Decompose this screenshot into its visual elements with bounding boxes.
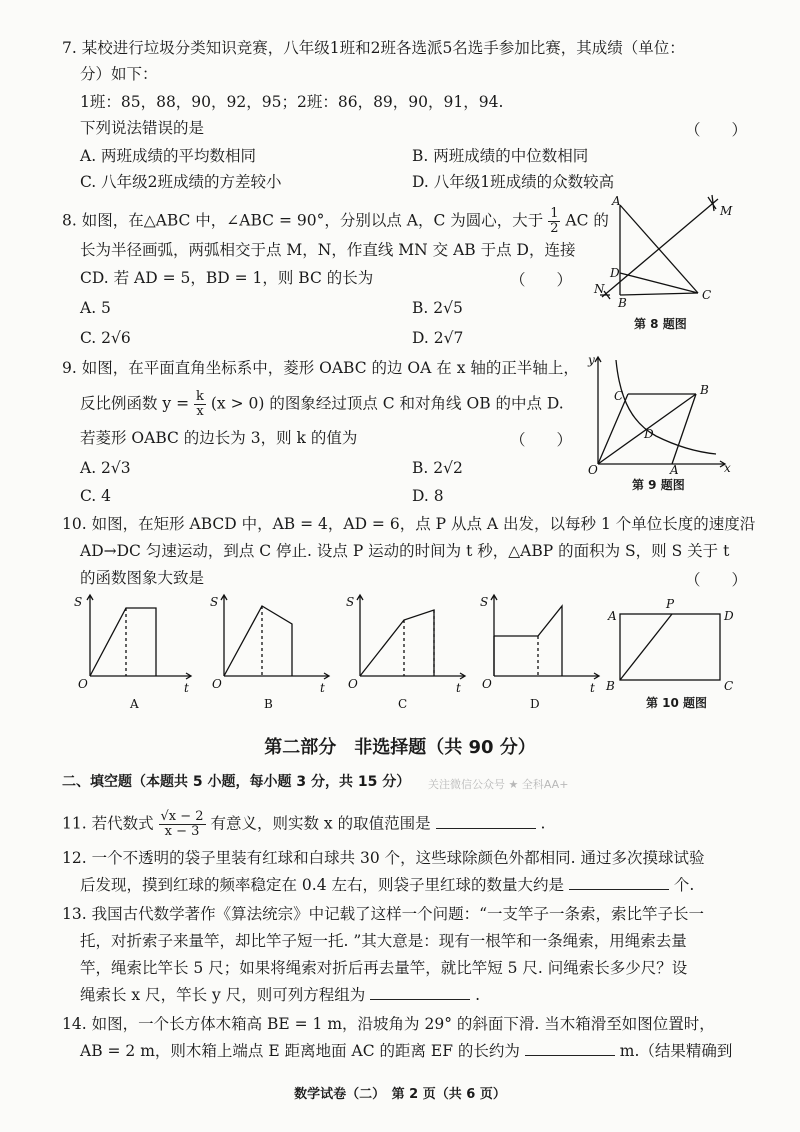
- q9-answer-paren: （ ）: [510, 431, 573, 449]
- figure-10-caption: 第 10 题图: [646, 696, 708, 710]
- graph-c-axis-t: t: [456, 681, 461, 695]
- q9-fraction: [194, 390, 206, 419]
- fig8-label-a: A: [612, 194, 621, 208]
- q10-graph-a-svg: [72, 592, 197, 717]
- q8-line1a: 8. 如图，在△ABC 中，∠ABC = 90°，分别以点 A，C 为圆心，大于: [62, 211, 544, 230]
- figure-8: [590, 195, 750, 335]
- fig10-label-b: B: [606, 679, 615, 693]
- q14-end: m.（结果精确到: [619, 1042, 733, 1060]
- graph-b-axis-s: S: [210, 595, 219, 609]
- q10-graph-c: [344, 592, 469, 717]
- q11-pre: 11. 若代数式: [62, 814, 154, 833]
- figure-8-svg: [590, 195, 750, 335]
- q13-line2: 托，对折索子来量竿，却比竿子短一托. ”其大意是：现有一根竿和一条绳索，用绳索去量: [80, 932, 687, 950]
- q8-frac-den: 2: [550, 221, 559, 236]
- graph-a-axis-t: t: [184, 681, 189, 695]
- fill-in-header: 二、填空题（本题共 5 小题，每小题 3 分，共 15 分）: [62, 774, 411, 790]
- q9-frac-den: x: [196, 404, 204, 419]
- q13-line1: 13. 我国古代数学著作《算法统宗》中记载了这样一个问题：“一支竿子一条索，索比竿子长一: [62, 905, 705, 923]
- q13-line3: 竿，绳索比竿长 5 尺；如果将绳索对折后再去量竿，就比竿短 5 尺. 问绳索长多少尺？设: [80, 959, 688, 977]
- q12-line1: 12. 一个不透明的袋子里装有红球和白球共 30 个，这些球除颜色外都相同. 通过多次摸球试验: [62, 849, 705, 867]
- q12-line2: [80, 875, 694, 895]
- q13-end: .: [475, 986, 481, 1004]
- q7-line3: 1班：85，88，90，92，95；2班：86，89，90，91，94.: [80, 93, 504, 111]
- q10-graph-b: [210, 592, 335, 717]
- q7-answer-paren: （ ）: [685, 121, 748, 139]
- q8-option-c: C. 2√6: [80, 329, 131, 347]
- q8-line1b: AC 的: [565, 211, 609, 230]
- q8-line2: 长为半径画弧，两弧相交于点 M，N，作直线 MN 交 AB 于点 D，连接: [80, 241, 576, 259]
- fig10-label-p: P: [666, 597, 675, 611]
- graph-d-origin: O: [482, 677, 492, 691]
- q10-line2: AD→DC 匀速运动，到点 C 停止. 设点 P 运动的时间为 t 秒，△ABP 的面积为 S，则 S 关于 t: [80, 542, 730, 560]
- fig9-label-o: O: [588, 463, 598, 477]
- q8-fraction: [548, 207, 560, 236]
- q7-option-a: A. 两班成绩的平均数相同: [80, 147, 257, 165]
- q9-line1: 9. 如图，在平面直角坐标系中，菱形 OABC 的边 OA 在 x 轴的正半轴上，: [62, 359, 579, 377]
- q11-line: [62, 810, 545, 839]
- graph-b-origin: O: [212, 677, 222, 691]
- q11-fraction: [159, 810, 206, 839]
- q14-line2: [80, 1041, 732, 1061]
- q13-line4-text: 绳索长 x 尺，竿长 y 尺，则可列方程组为: [80, 986, 366, 1004]
- graph-a-axis-s: S: [74, 595, 83, 609]
- q8-option-a: A. 5: [80, 299, 111, 317]
- q7-line4: 下列说法错误的是: [80, 119, 205, 137]
- watermark-text: 关注微信公众号 ★ 全科AA+: [428, 778, 569, 791]
- fig10-label-c: C: [724, 679, 734, 693]
- q11-end: .: [540, 814, 546, 833]
- q10-line3: 的函数图象大致是: [80, 569, 205, 587]
- q7-option-b: B. 两班成绩的中位数相同: [412, 147, 589, 165]
- q11-frac-den: x − 3: [164, 824, 200, 839]
- graph-d-axis-t: t: [590, 681, 595, 695]
- q12-answer-blank[interactable]: [569, 875, 669, 890]
- q13-answer-blank[interactable]: [370, 985, 470, 1000]
- fig9-label-b: B: [700, 383, 709, 397]
- graph-d-choice: D: [530, 697, 540, 711]
- q9-line2b: (x > 0) 的图象经过顶点 C 和对角线 OB 的中点 D.: [210, 394, 564, 413]
- q10-graph-d-svg: [478, 592, 603, 717]
- fig9-label-a: A: [670, 463, 679, 477]
- figure-9: [584, 352, 734, 492]
- q8-line1: [62, 207, 609, 236]
- fig10-label-a: A: [608, 609, 617, 623]
- q9-line2a: 反比例函数 y =: [80, 394, 190, 413]
- q12-line2-text: 后发现，摸到红球的频率稳定在 0.4 左右，则袋子里红球的数量大约是: [80, 876, 565, 894]
- q7-line2: 分）如下：: [80, 65, 158, 83]
- q12-end: 个.: [673, 876, 695, 894]
- graph-d-axis-s: S: [480, 595, 489, 609]
- q7-line1: 7. 某校进行垃圾分类知识竞赛，八年级1班和2班各选派5名选手参加比赛，其成绩（单位：: [62, 39, 685, 57]
- q9-option-c: C. 4: [80, 487, 112, 505]
- figure-9-caption: 第 9 题图: [632, 478, 685, 492]
- q13-line4: [80, 985, 480, 1005]
- q8-answer-paren: （ ）: [510, 271, 573, 289]
- figure-9-svg: [584, 352, 734, 477]
- q10-graph-d: [478, 592, 603, 717]
- fig8-label-d: D: [610, 266, 620, 280]
- q11-answer-blank[interactable]: [436, 814, 536, 829]
- figure-8-caption: 第 8 题图: [634, 317, 687, 331]
- q10-answer-paren: （ ）: [685, 571, 748, 589]
- q8-line3: CD. 若 AD = 5，BD = 1，则 BC 的长为: [80, 269, 374, 287]
- q14-answer-blank[interactable]: [525, 1041, 615, 1056]
- q11-post: 有意义，则实数 x 的取值范围是: [210, 814, 431, 833]
- graph-b-axis-t: t: [320, 681, 325, 695]
- q10-line1: 10. 如图，在矩形 ABCD 中，AB = 4，AD = 6，点 P 从点 A 出发，以每秒 1 个单位长度的速度沿: [62, 515, 756, 533]
- q9-line2: [80, 390, 564, 419]
- fig10-label-d: D: [724, 609, 734, 623]
- graph-c-origin: O: [348, 677, 358, 691]
- fig8-label-c: C: [702, 288, 712, 302]
- graph-c-choice: C: [398, 697, 408, 711]
- q9-option-a: A. 2√3: [80, 459, 131, 477]
- figure-10-svg: [602, 596, 742, 691]
- fig9-label-c: C: [614, 389, 624, 403]
- q11-frac-num: √x − 2: [160, 809, 204, 824]
- figure-10: [602, 596, 742, 710]
- q10-graph-c-svg: [344, 592, 469, 717]
- page-footer: 数学试卷（二） 第 2 页（共 6 页）: [294, 1087, 506, 1102]
- q7-option-d: D. 八年级1班成绩的众数较高: [412, 173, 615, 191]
- q9-frac-num: k: [196, 389, 204, 404]
- q8-option-b: B. 2√5: [412, 299, 463, 317]
- fig8-label-b: B: [618, 296, 627, 310]
- q14-line1: 14. 如图，一个长方体木箱高 BE = 1 m，沿坡角为 29° 的斜面下滑. 当木箱滑至如图位置时，: [62, 1015, 715, 1033]
- graph-c-axis-s: S: [346, 595, 355, 609]
- q9-option-b: B. 2√2: [412, 459, 463, 477]
- q9-line3: 若菱形 OABC 的边长为 3，则 k 的值为: [80, 429, 358, 447]
- q8-option-d: D. 2√7: [412, 329, 464, 347]
- q14-line2-text: AB = 2 m，则木箱上端点 E 距离地面 AC 的距离 EF 的长约为: [80, 1042, 520, 1060]
- q10-graph-b-svg: [210, 592, 335, 717]
- fig8-label-n: N: [594, 282, 605, 296]
- graph-b-choice: B: [264, 697, 273, 711]
- part2-title: 第二部分 非选择题（共 90 分）: [264, 737, 536, 758]
- fig8-label-m: M: [720, 204, 733, 218]
- q10-graph-a: [72, 592, 197, 717]
- fig9-label-d: D: [644, 427, 654, 441]
- fig9-label-y: y: [588, 353, 595, 367]
- q9-option-d: D. 8: [412, 487, 444, 505]
- q7-option-c: C. 八年级2班成绩的方差较小: [80, 173, 282, 191]
- graph-a-choice: A: [130, 697, 139, 711]
- q8-frac-num: 1: [550, 206, 559, 221]
- fig9-label-x: x: [724, 461, 731, 475]
- graph-a-origin: O: [78, 677, 88, 691]
